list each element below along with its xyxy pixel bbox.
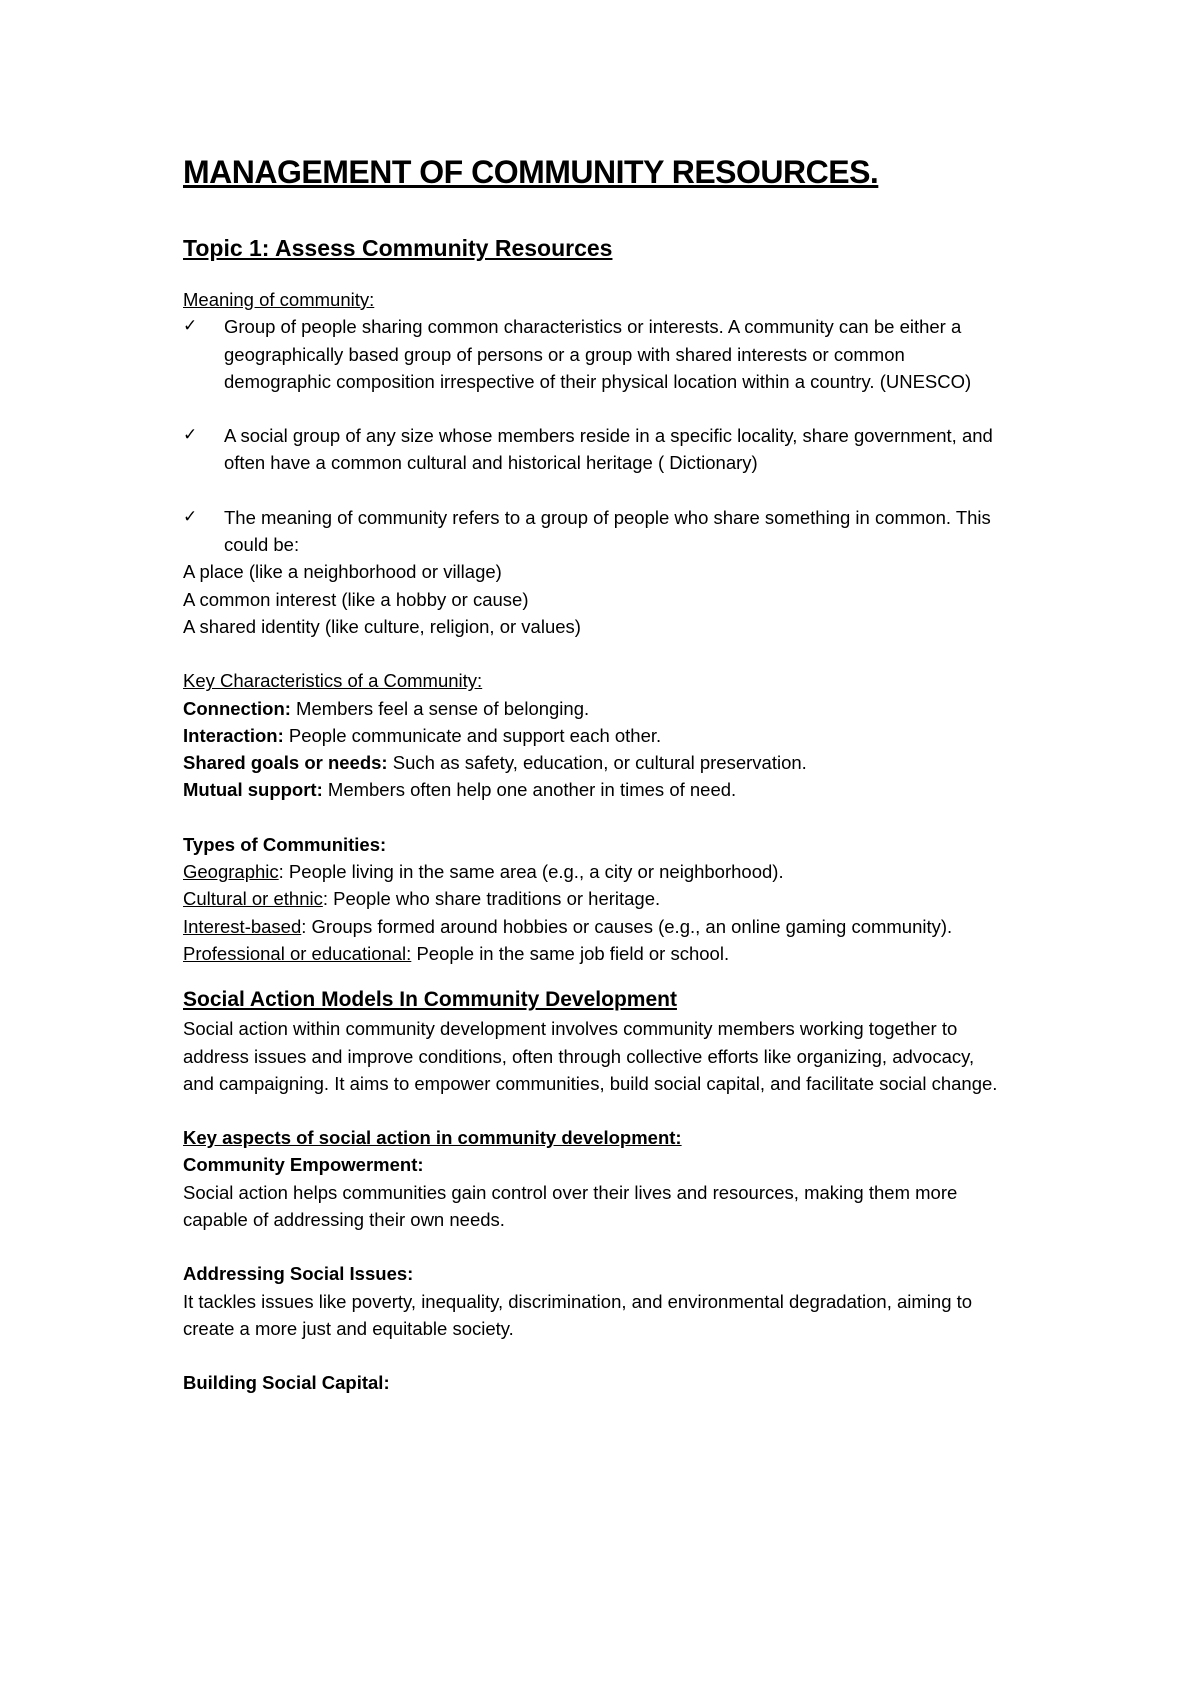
characteristic-term: Interaction: bbox=[183, 724, 284, 746]
issues-heading: Addressing Social Issues: bbox=[183, 1263, 414, 1285]
characteristic-text: Such as safety, education, or cultural preservation. bbox=[387, 752, 807, 774]
characteristic-term: Shared goals or needs: bbox=[183, 752, 388, 774]
type-text: : People who share traditions or heritage. bbox=[322, 888, 661, 910]
meaning-item-text: Group of people sharing common characteristics or interests. A community can be either a geographically based group of persons or a group with shared interests or common demographic composition irrespective of their physical location within a country. (UNESCO) bbox=[224, 316, 972, 392]
characteristic-item bbox=[183, 722, 1003, 749]
capital-heading: Building Social Capital: bbox=[183, 1372, 390, 1394]
characteristic-text: People communicate and support each other. bbox=[283, 724, 662, 746]
meaning-item-text: The meaning of community refers to a group of people who share something in common. This could be: bbox=[224, 506, 991, 556]
document-title: MANAGEMENT OF COMMUNITY RESOURCES. bbox=[183, 154, 879, 190]
meaning-item bbox=[183, 504, 1003, 559]
characteristic-term: Connection: bbox=[183, 697, 291, 719]
characteristic-term: Mutual support: bbox=[183, 779, 323, 801]
could-be-item: A common interest (like a hobby or cause) bbox=[183, 588, 529, 610]
social-action-heading: Social Action Models In Community Development bbox=[183, 988, 677, 1012]
meaning-heading: Meaning of community: bbox=[183, 289, 375, 310]
type-item bbox=[183, 913, 1003, 940]
meaning-item bbox=[183, 313, 1003, 395]
type-text: : People living in the same area (e.g., a city or neighborhood). bbox=[278, 861, 784, 883]
empowerment-text: Social action helps communities gain control over their lives and resources, making them more capable of addressing their own needs. bbox=[183, 1181, 958, 1231]
empowerment-heading: Community Empowerment: bbox=[183, 1154, 424, 1176]
check-icon: ✓ bbox=[183, 316, 198, 337]
characteristic-item bbox=[183, 749, 1003, 776]
type-text: : Groups formed around hobbies or causes (e.g., an online gaming community). bbox=[301, 915, 953, 937]
could-be-item: A place (like a neighborhood or village) bbox=[183, 561, 502, 583]
type-term: Geographic bbox=[183, 861, 279, 883]
types-heading: Types of Communities: bbox=[183, 833, 387, 855]
meaning-item-text: A social group of any size whose members reside in a specific locality, share government, and often have a common cultural and historical heritage ( Dictionary) bbox=[224, 425, 993, 474]
type-text: People in the same job field or school. bbox=[411, 942, 730, 964]
type-term: Cultural or ethnic bbox=[183, 888, 323, 910]
type-term: Professional or educational: bbox=[183, 942, 412, 964]
topic-heading: Topic 1: Assess Community Resources bbox=[183, 235, 613, 261]
check-icon: ✓ bbox=[183, 425, 198, 446]
check-icon: ✓ bbox=[183, 506, 198, 527]
characteristics-heading: Key Characteristics of a Community: bbox=[183, 670, 483, 692]
characteristic-item bbox=[183, 776, 1003, 803]
type-term: Interest-based bbox=[183, 915, 302, 937]
meaning-item bbox=[183, 422, 1003, 477]
characteristic-text: Members feel a sense of belonging. bbox=[290, 697, 590, 719]
could-be-item: A shared identity (like culture, religion, or values) bbox=[183, 615, 581, 637]
type-item bbox=[183, 858, 1003, 885]
social-action-text: Social action within community development involves community members working together to address issues and improve conditions, often through collective efforts like organizing, advocacy, and campaigning. It aims to empower communities, build social capital, and facilitate social change. bbox=[183, 1018, 998, 1094]
key-aspects-heading: Key aspects of social action in community development: bbox=[183, 1127, 682, 1149]
characteristic-item bbox=[183, 695, 1003, 722]
document-page bbox=[183, 150, 1003, 1397]
characteristic-text: Members often help one another in times of need. bbox=[322, 779, 737, 801]
type-item bbox=[183, 885, 1003, 912]
type-item bbox=[183, 940, 1003, 967]
issues-text: It tackles issues like poverty, inequality, discrimination, and environmental degradation, aiming to create a more just and equitable society. bbox=[183, 1290, 973, 1339]
